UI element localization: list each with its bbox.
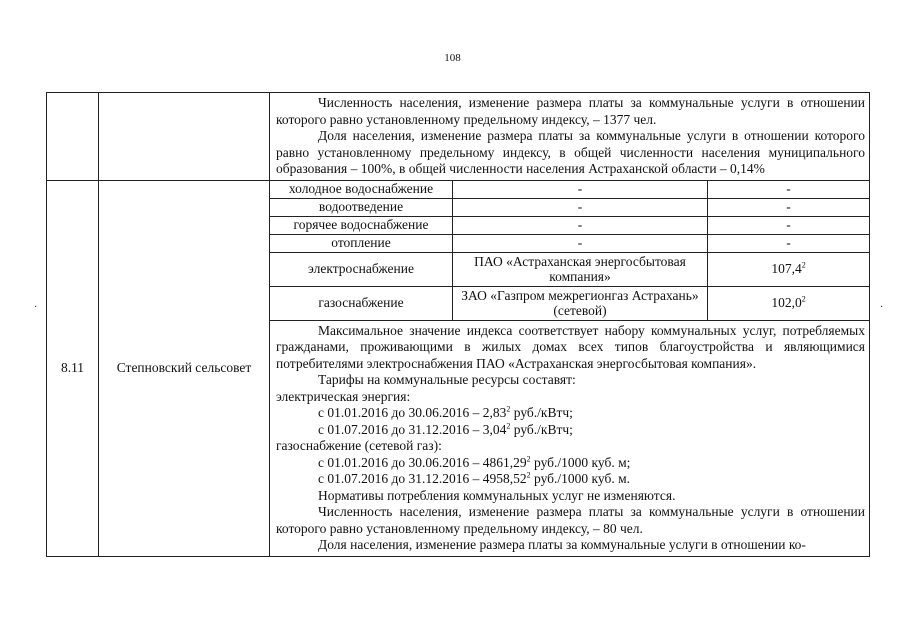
paragraph: Нормативы потребления коммунальных услуг не изменяются. (318, 487, 676, 503)
service-provider: ПАО «Астраханская энергосбытовая компания» (453, 252, 708, 286)
service-index: - (708, 198, 870, 216)
service-index: 107,4$^2$ (708, 252, 870, 286)
paragraph: Доля населения, изменение размера платы за коммунальные услуги в отношении ко- (318, 537, 806, 552)
scan-mark: · (880, 302, 884, 313)
service-index: - (708, 234, 870, 252)
services-table (270, 181, 869, 321)
service-name: холодное водоснабжение (270, 181, 453, 199)
tariff-table (46, 92, 870, 557)
tariff-line: с 01.07.2016 до 31.12.2016 – 3,04$^2$ руб./кВтч; (318, 421, 573, 437)
municipality-name: Степновский сельсовет (99, 180, 270, 556)
service-provider: ЗАО «Газпром межрегионгаз Астрахань» (сетевой) (453, 286, 708, 320)
tariff-line: с 01.07.2016 до 31.12.2016 – 4958,52$^2$ руб./1000 куб. м. (318, 470, 630, 486)
electric-label: электрическая энергия: (276, 388, 411, 404)
paragraph: Максимальное значение индекса соответствует набору коммунальных услуг, потребляемых гражданами, проживающими в жилых домах всех типов благоустройства и являющимися потребителями электроснабжения ПАО «Астраханская энергосбытовая компания». (276, 322, 865, 371)
service-name: водоотведение (270, 198, 453, 216)
service-name: газоснабжение (270, 286, 453, 320)
service-row (270, 198, 869, 216)
paragraph: Тарифы на коммунальные ресурсы составят: (318, 372, 576, 387)
tariff-line: с 01.01.2016 до 30.06.2016 – 2,83$^2$ руб./кВтч; (318, 404, 573, 420)
paragraph: Доля населения, изменение размера платы за коммунальные услуги в отношении которого равно установленному предельному индексу, в общей численности населения муниципального образования – 100%, в общей численности населения Астраханской области – 0,14% (276, 128, 865, 176)
service-row (270, 286, 869, 320)
service-provider: - (453, 234, 708, 252)
row-number: 8.11 (47, 180, 99, 556)
service-row (270, 216, 869, 234)
table-row-previous (47, 93, 870, 181)
paragraph: Численность населения, изменение размера платы за коммунальные услуги в отношении которого равно установленному предельному индексу, – 80 чел. (276, 504, 865, 536)
service-provider: - (453, 198, 708, 216)
service-provider: - (453, 216, 708, 234)
service-name: электроснабжение (270, 252, 453, 286)
service-index: - (708, 216, 870, 234)
service-row (270, 252, 869, 286)
service-index: 102,0$^2$ (708, 286, 870, 320)
service-row (270, 181, 869, 199)
tariff-line: с 01.01.2016 до 30.06.2016 – 4861,29$^2$ руб./1000 куб. м; (318, 454, 631, 470)
service-provider: - (453, 181, 708, 199)
scan-mark: · (34, 302, 38, 313)
tariff-description (270, 321, 869, 556)
page-number: 108 (444, 52, 461, 64)
service-name: горячее водоснабжение (270, 216, 453, 234)
service-name: отопление (270, 234, 453, 252)
service-index: - (708, 181, 870, 199)
service-row (270, 234, 869, 252)
table-row-stepnovsky (47, 180, 870, 556)
gas-label: газоснабжение (сетевой газ): (276, 438, 442, 453)
paragraph: Численность населения, изменение размера платы за коммунальные услуги в отношении которого равно установленному предельному индексу, – 1377 чел. (276, 95, 865, 127)
